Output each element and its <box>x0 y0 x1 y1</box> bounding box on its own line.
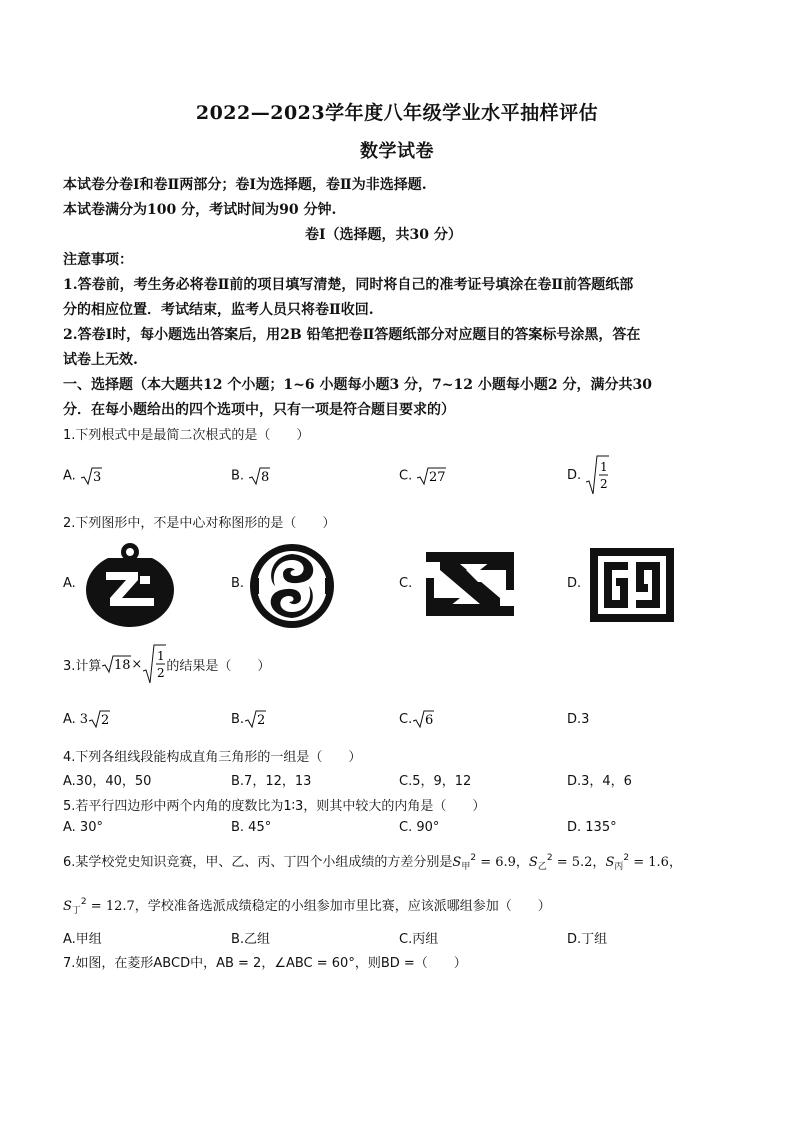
q6-sub-4: 丁 <box>71 906 81 916</box>
q6-sep-3: ， <box>668 855 682 870</box>
q1-option-a <box>63 466 102 486</box>
q2-c-label: C. <box>399 576 413 591</box>
q3-numerator: 1 <box>157 649 165 663</box>
q2-figure-a <box>80 542 180 630</box>
q1-a-sqrt <box>80 466 102 486</box>
q1-a-label: A. <box>63 468 76 484</box>
q1-c-radicand: 27 <box>429 470 446 485</box>
q1-option-d <box>567 454 609 496</box>
q1-d-numerator: 1 <box>600 460 608 474</box>
part1-heading-a: 一、选择题（本大题共12 个小题；1~6 小题每小题3 分，7~12 小题每小题2 分，满分共30 <box>63 377 652 393</box>
q6-sup-3: 2 <box>623 853 630 863</box>
q5-stem: 5.若平行四边形中两个内角的度数比为1∶3，则其中较大的内角是（ ） <box>63 799 486 814</box>
sqrt-sign <box>248 466 270 486</box>
exam-subtitle: 数学试卷 <box>360 141 434 162</box>
q6-sup-4: 2 <box>80 897 87 907</box>
note-1-line-a: 1.答卷前，考生务必将卷Ⅱ前的项目填写清楚，同时将自己的准考证号填涂在卷Ⅱ前答题纸部 <box>63 277 634 293</box>
q6-option-d: D.丁组 <box>567 932 608 947</box>
q6-s-2: S <box>528 855 538 870</box>
q3-b-radicand: 2 <box>257 713 266 728</box>
sqrt-sign <box>88 709 110 729</box>
sqrt-sign <box>142 643 166 685</box>
q1-d-denominator: 2 <box>600 477 608 491</box>
q6-eq-2: = 5.2 <box>552 855 593 870</box>
q2-figure-d <box>590 548 674 622</box>
q2-stem: 2.下列图形中，不是中心对称图形的是（ ） <box>63 516 336 531</box>
q5-option-a: A. 30° <box>63 820 103 835</box>
q6-eq-4: = 12.7 <box>86 899 135 914</box>
q4-option-d: D.3，4，6 <box>567 774 632 789</box>
q6-option-b: B.乙组 <box>231 932 271 947</box>
note-1-line-b: 分的相应位置．考试结束，监考人员只将卷Ⅱ收回. <box>63 302 374 318</box>
q6-sub-3: 丙 <box>614 862 624 872</box>
q1-stem: 1.下列根式中是最简二次根式的是（ ） <box>63 428 310 443</box>
exam-title: 2022—2023学年度八年级学业水平抽样评估 <box>195 102 599 124</box>
q6-eq-1: = 6.9 <box>476 855 516 870</box>
sqrt-sign <box>416 466 446 486</box>
q6-stem-pre: 6.某学校党史知识竞赛，甲、乙、丙、丁四个小组成绩的方差分别是 <box>63 855 453 870</box>
note-2-line-a: 2.答卷Ⅰ时，每小题选出答案后，用2B 铅笔把卷Ⅱ答题纸部分对应题目的答案标号涂黑，答在 <box>63 327 641 343</box>
q6-sup-1: 2 <box>470 853 477 863</box>
q3-c-label: C. <box>399 711 413 727</box>
note-2-line-b: 试卷上无效. <box>63 352 138 368</box>
q1-c-label: C. <box>399 468 413 484</box>
intro-line-1: 本试卷分卷Ⅰ和卷Ⅱ两部分；卷Ⅰ为选择题，卷Ⅱ为非选择题. <box>63 177 427 193</box>
q6-sub-2: 乙 <box>537 862 547 872</box>
q1-b-radicand: 8 <box>261 470 270 485</box>
q2-figure-c <box>420 548 520 620</box>
q3-a-coef: 3 <box>79 711 89 727</box>
q6-option-a: A.甲组 <box>63 932 102 947</box>
sqrt-sign <box>244 709 266 729</box>
q5-option-d: D. 135° <box>567 820 617 835</box>
q6-sep-2: ， <box>592 855 606 870</box>
q6-stem-line-2 <box>63 895 551 916</box>
section-heading: 卷Ⅰ（选择题，共30 分） <box>305 227 462 243</box>
q6-s-4: S <box>63 899 72 914</box>
q2-a-label: A. <box>63 576 76 591</box>
q4-option-c: C.5，9，12 <box>399 774 472 789</box>
q6-sup-2: 2 <box>546 853 553 863</box>
q6-stem-line-1 <box>63 851 682 872</box>
q6-option-c: C.丙组 <box>399 932 439 947</box>
q2-figure-b <box>247 542 337 630</box>
q3-stem <box>63 643 270 685</box>
q3-denominator: 2 <box>157 666 165 680</box>
q4-stem: 4.下列各组线段能构成直角三角形的一组是（ ） <box>63 750 362 765</box>
q3-sqrt-half <box>142 643 166 685</box>
q3-a-label: A. <box>63 711 76 727</box>
q7-stem: 7.如图，在菱形ABCD中，AB = 2，∠ABC = 60°，则BD =（ ） <box>63 956 467 971</box>
q3-stem-post: 的结果是（ ） <box>166 658 271 674</box>
part1-heading-b: 分．在每小题给出的四个选项中，只有一项是符合题目要求的） <box>63 402 455 418</box>
q1-a-radicand: 3 <box>92 470 102 485</box>
sqrt-sign <box>101 654 131 674</box>
q6-sub-1: 甲 <box>461 862 471 872</box>
q1-d-sqrt <box>585 454 609 496</box>
q3-sqrt-18 <box>101 654 131 674</box>
q4-option-a: A.30，40，50 <box>63 774 152 789</box>
q5-option-c: C. 90° <box>399 820 440 835</box>
q3-a-radicand: 2 <box>101 713 110 728</box>
q1-d-label: D. <box>567 467 582 483</box>
q3-c-radicand: 6 <box>425 713 434 728</box>
q2-d-label: D. <box>567 576 582 591</box>
sqrt-sign <box>585 454 609 496</box>
q1-b-sqrt <box>248 466 270 486</box>
q3-c-sqrt <box>412 709 434 729</box>
q3-option-b <box>231 709 266 729</box>
q3-b-sqrt <box>244 709 266 729</box>
q3-b-label: B. <box>231 711 245 727</box>
q3-stem-pre: 3.计算 <box>63 658 102 674</box>
q3-radicand-18: 18 <box>114 658 131 673</box>
notes-title: 注意事项： <box>63 252 133 268</box>
q6-s-3: S <box>605 855 615 870</box>
intro-line-2: 本试卷满分为100 分，考试时间为90 分钟. <box>63 202 337 218</box>
q4-option-b: B.7，12，13 <box>231 774 312 789</box>
q3-option-c <box>399 709 434 729</box>
q1-b-label: B. <box>231 468 245 484</box>
q3-option-a <box>63 709 110 729</box>
q1-option-b <box>231 466 270 486</box>
q6-eq-3: = 1.6 <box>629 855 669 870</box>
q3-a-sqrt <box>88 709 110 729</box>
sqrt-sign <box>412 709 434 729</box>
q3-times: × <box>131 656 143 672</box>
q6-s-1: S <box>452 855 462 870</box>
q6-sep-1: ， <box>515 855 529 870</box>
q1-c-sqrt <box>416 466 446 486</box>
sqrt-sign <box>80 466 102 486</box>
q1-option-c <box>399 466 446 486</box>
q2-b-label: B. <box>231 576 245 591</box>
q5-option-b: B. 45° <box>231 820 272 835</box>
q3-option-d: D.3 <box>567 712 590 727</box>
q6-line2-post: ，学校准备选派成绩稳定的小组参加市里比赛，应该派哪组参加（ ） <box>134 899 551 914</box>
